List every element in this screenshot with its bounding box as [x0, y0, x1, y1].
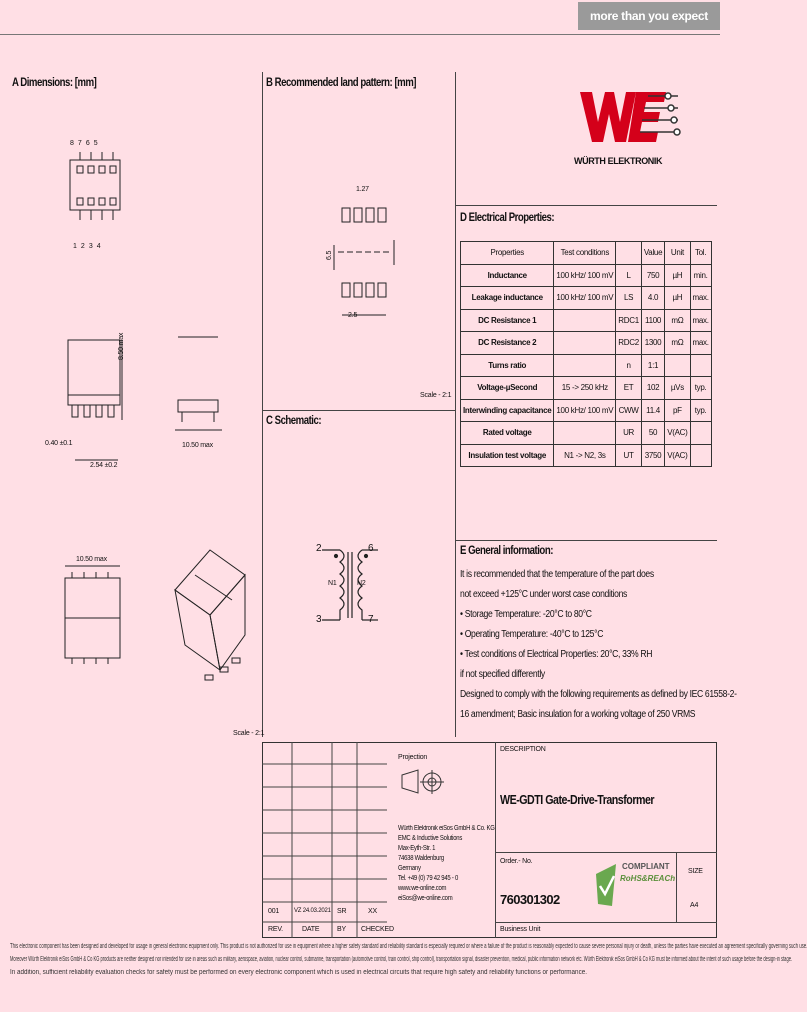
general-line: Designed to comply with the following requirements as defined by IEC 61558-2- — [460, 689, 737, 700]
table-row — [461, 354, 712, 377]
table-cell — [665, 354, 690, 377]
table-cell: 102 — [641, 377, 664, 400]
divider-a-b — [262, 72, 263, 737]
scale-label-a: Scale - 2:1 — [233, 730, 265, 737]
rev-date: VZ 24.03.2021 — [294, 908, 331, 914]
address-line: Max-Eyth-Str. 1 — [398, 845, 436, 852]
table-cell: max. — [690, 332, 711, 355]
rev-label: REV. — [268, 926, 283, 933]
table-row — [461, 422, 712, 445]
electrical-properties-table — [460, 241, 712, 467]
general-line: • Test conditions of Electrical Properties: 20°C, 33% RH — [460, 649, 653, 660]
table-cell: Insulation test voltage — [461, 444, 554, 467]
disclaimer — [10, 940, 807, 979]
table-cell: pF — [665, 399, 690, 422]
pin-label: 4 — [96, 243, 105, 250]
dim-pitch: 2.54 ±0.2 — [90, 462, 118, 469]
pin-label: 6 — [85, 140, 94, 147]
dim-bottom-width: 10.50 max — [76, 556, 107, 563]
top-bar — [0, 0, 720, 33]
title-divider — [495, 742, 496, 938]
section-a-title: A Dimensions: [mm] — [12, 75, 97, 89]
divider-b-d — [455, 72, 456, 737]
section-d-title: D Electrical Properties: — [460, 210, 555, 224]
table-cell: typ. — [690, 399, 711, 422]
pins-top-row — [70, 140, 102, 147]
address-line: EMC & Inductive Solutions — [398, 835, 463, 842]
table-row — [461, 264, 712, 287]
scale-label-b: Scale - 2:1 — [420, 392, 452, 399]
slogan-banner: more than you expect — [578, 2, 720, 30]
header-rule — [0, 34, 720, 35]
pins-bottom-row — [73, 243, 105, 250]
schematic-pin-7: 7 — [368, 614, 374, 625]
disclaimer-line: Moreover Würth Elektronik eiSos GmbH & Co KG products are neither designed nor intended for use in areas such as military, aerospace, aviation, nuclear control, submarine, transportation (automotive control, train control, ship control), transportation signal, disaster prevention, medical, public information network etc. Würth Elektronik eiSos GmbH & Co KG must be informed about the intent of such usage before the design-in stage. — [10, 956, 793, 963]
table-cell: CWW — [616, 399, 642, 422]
table-cell: 50 — [641, 422, 664, 445]
table-cell — [690, 354, 711, 377]
address-line: Tel. +49 (0) 79 42 945 - 0 — [398, 875, 459, 882]
table-cell: 1:1 — [641, 354, 664, 377]
wurth-logo — [574, 84, 683, 174]
description-label: DESCRIPTION — [500, 746, 546, 753]
table-cell: 100 kHz/ 100 mV — [554, 399, 616, 422]
address-line: www.we-online.com — [398, 885, 447, 892]
table-cell: V(AC) — [665, 444, 690, 467]
table-cell: typ. — [690, 377, 711, 400]
table-cell: LS — [616, 287, 642, 310]
size-divider — [676, 852, 677, 922]
table-row — [461, 377, 712, 400]
schematic-n2: N2 — [357, 580, 366, 587]
table-cell: Turns ratio — [461, 354, 554, 377]
rohs-badge — [594, 860, 676, 912]
rev-number: 001 — [268, 908, 280, 915]
land-dim-span: 2.5 — [348, 312, 358, 319]
schematic-drawing — [310, 540, 390, 630]
company-address — [398, 824, 495, 904]
pin-label: 1 — [73, 243, 81, 250]
disclaimer-line: In addition, sufficient reliability evaluation checks for safety must be performed on every electronic component which is used in electrical circuits that require high safety and reliability functions or performance. — [10, 969, 587, 976]
divider-d-e — [455, 540, 717, 541]
table-row — [461, 332, 712, 355]
pin-label: 8 — [70, 140, 78, 147]
size-value: A4 — [690, 902, 699, 909]
table-cell: 15 -> 250 kHz — [554, 377, 616, 400]
table-cell: 11.4 — [641, 399, 664, 422]
table-cell: N1 -> N2, 3s — [554, 444, 616, 467]
general-line: if not specified differently — [460, 669, 545, 680]
table-cell: min. — [690, 264, 711, 287]
table-cell: Interwinding capacitance — [461, 399, 554, 422]
pin-label: 3 — [88, 243, 97, 250]
pin-label: 5 — [93, 140, 102, 147]
address-line: eiSos@we-online.com — [398, 895, 453, 902]
table-header: Unit — [665, 242, 690, 265]
land-pattern-drawing — [320, 180, 430, 330]
order-label: Order.- No. — [500, 858, 533, 865]
table-header: Value — [641, 242, 664, 265]
address-line: Würth Elektronik eiSos GmbH & Co. KG — [398, 825, 495, 832]
address-line: Germany — [398, 865, 421, 872]
section-c-title: C Schematic: — [266, 413, 322, 427]
table-header — [616, 242, 642, 265]
disclaimer-line: This electronic component has been designed and developed for usage in general electronic equipment only. This product is not authorized for use in equipment where a higher safety standard and reliability standard is especially required or where a failure of the product is reasonably expected to cause severe personal injury or death, unless the parties have executed an agreement specifically governing such use. — [10, 943, 807, 950]
general-line: • Storage Temperature: -20°C to 80°C — [460, 609, 592, 620]
table-cell: 4.0 — [641, 287, 664, 310]
dim-height: 8.50 max — [118, 332, 125, 360]
table-cell: max. — [690, 287, 711, 310]
rev-checked: XX — [368, 908, 377, 915]
table-cell: Voltage-µSecond — [461, 377, 554, 400]
table-cell: L — [616, 264, 642, 287]
schematic-n1: N1 — [328, 580, 337, 587]
table-cell: 750 — [641, 264, 664, 287]
table-header: Properties — [461, 242, 554, 265]
general-line: 16 amendment; Basic insulation for a working voltage of 250 VRMS — [460, 709, 696, 720]
table-cell: UT — [616, 444, 642, 467]
table-cell: Rated voltage — [461, 422, 554, 445]
order-number: 760301302 — [500, 892, 560, 907]
table-cell: n — [616, 354, 642, 377]
table-cell: mΩ — [665, 309, 690, 332]
table-cell: 1100 — [641, 309, 664, 332]
land-dim-height: 6.5 — [326, 250, 333, 260]
dim-lead-width: 0.40 ±0.1 — [45, 440, 73, 447]
table-row — [461, 444, 712, 467]
business-unit-label: Business Unit — [500, 926, 541, 933]
table-header: Tol. — [690, 242, 711, 265]
schematic-pin-6: 6 — [368, 543, 374, 554]
table-row — [461, 309, 712, 332]
date-label: DATE — [302, 926, 320, 933]
rohs-reach-label: RoHS&REACh — [620, 874, 676, 883]
table-cell — [690, 444, 711, 467]
table-cell: 100 kHz/ 100 mV — [554, 264, 616, 287]
table-row — [461, 287, 712, 310]
table-cell — [554, 309, 616, 332]
table-header-row — [461, 242, 712, 265]
table-cell: mΩ — [665, 332, 690, 355]
divider-b-c — [262, 410, 455, 411]
table-cell: DC Resistance 1 — [461, 309, 554, 332]
table-cell: max. — [690, 309, 711, 332]
table-cell: 1300 — [641, 332, 664, 355]
rev-by: SR — [337, 908, 347, 915]
product-title: WE-GDTI Gate-Drive-Transformer — [500, 792, 655, 807]
we-logo-icon — [578, 84, 683, 154]
table-cell: µH — [665, 264, 690, 287]
land-dim-pitch: 1.27 — [356, 186, 369, 193]
by-label: BY — [337, 926, 346, 933]
rohs-check-icon — [594, 860, 618, 910]
table-cell: RDC1 — [616, 309, 642, 332]
schematic-pin-3: 3 — [316, 614, 322, 625]
table-cell — [554, 332, 616, 355]
table-cell: V(AC) — [665, 422, 690, 445]
general-line: • Operating Temperature: -40°C to 125°C — [460, 629, 604, 640]
logo-brand-text: WÜRTH ELEKTRONIK — [574, 156, 663, 166]
table-cell: Leakage inductance — [461, 287, 554, 310]
table-cell — [554, 422, 616, 445]
address-line: 74638 Waldenburg — [398, 855, 444, 862]
table-header: Test conditions — [554, 242, 616, 265]
schematic-pin-2: 2 — [316, 543, 322, 554]
section-e-title: E General information: — [460, 543, 553, 557]
general-info-text — [460, 565, 737, 725]
pin-label: 2 — [80, 243, 89, 250]
general-line: It is recommended that the temperature of the part does — [460, 569, 654, 580]
title-row-divider — [495, 852, 717, 853]
table-cell: RDC2 — [616, 332, 642, 355]
table-cell: ET — [616, 377, 642, 400]
table-cell: DC Resistance 2 — [461, 332, 554, 355]
projection-label: Projection — [398, 754, 428, 761]
title-row-divider-2 — [495, 922, 717, 923]
table-row — [461, 399, 712, 422]
section-b-title: B Recommended land pattern: [mm] — [266, 75, 416, 89]
compliant-label: COMPLIANT — [622, 862, 670, 871]
table-cell — [690, 422, 711, 445]
projection-symbol-icon — [400, 765, 445, 800]
dimensions-drawing — [10, 130, 260, 730]
divider-logo-d — [455, 205, 717, 206]
table-cell: UR — [616, 422, 642, 445]
table-cell: 100 kHz/ 100 mV — [554, 287, 616, 310]
pin-label: 7 — [77, 140, 86, 147]
table-cell: 3750 — [641, 444, 664, 467]
table-cell — [554, 354, 616, 377]
table-cell: µH — [665, 287, 690, 310]
general-line: not exceed +125°C under worst case conditions — [460, 589, 628, 600]
table-cell: µVs — [665, 377, 690, 400]
table-cell: Inductance — [461, 264, 554, 287]
checked-label: CHECKED — [361, 926, 394, 933]
dim-end-width: 10.50 max — [182, 442, 213, 449]
size-label: SIZE — [688, 868, 703, 875]
